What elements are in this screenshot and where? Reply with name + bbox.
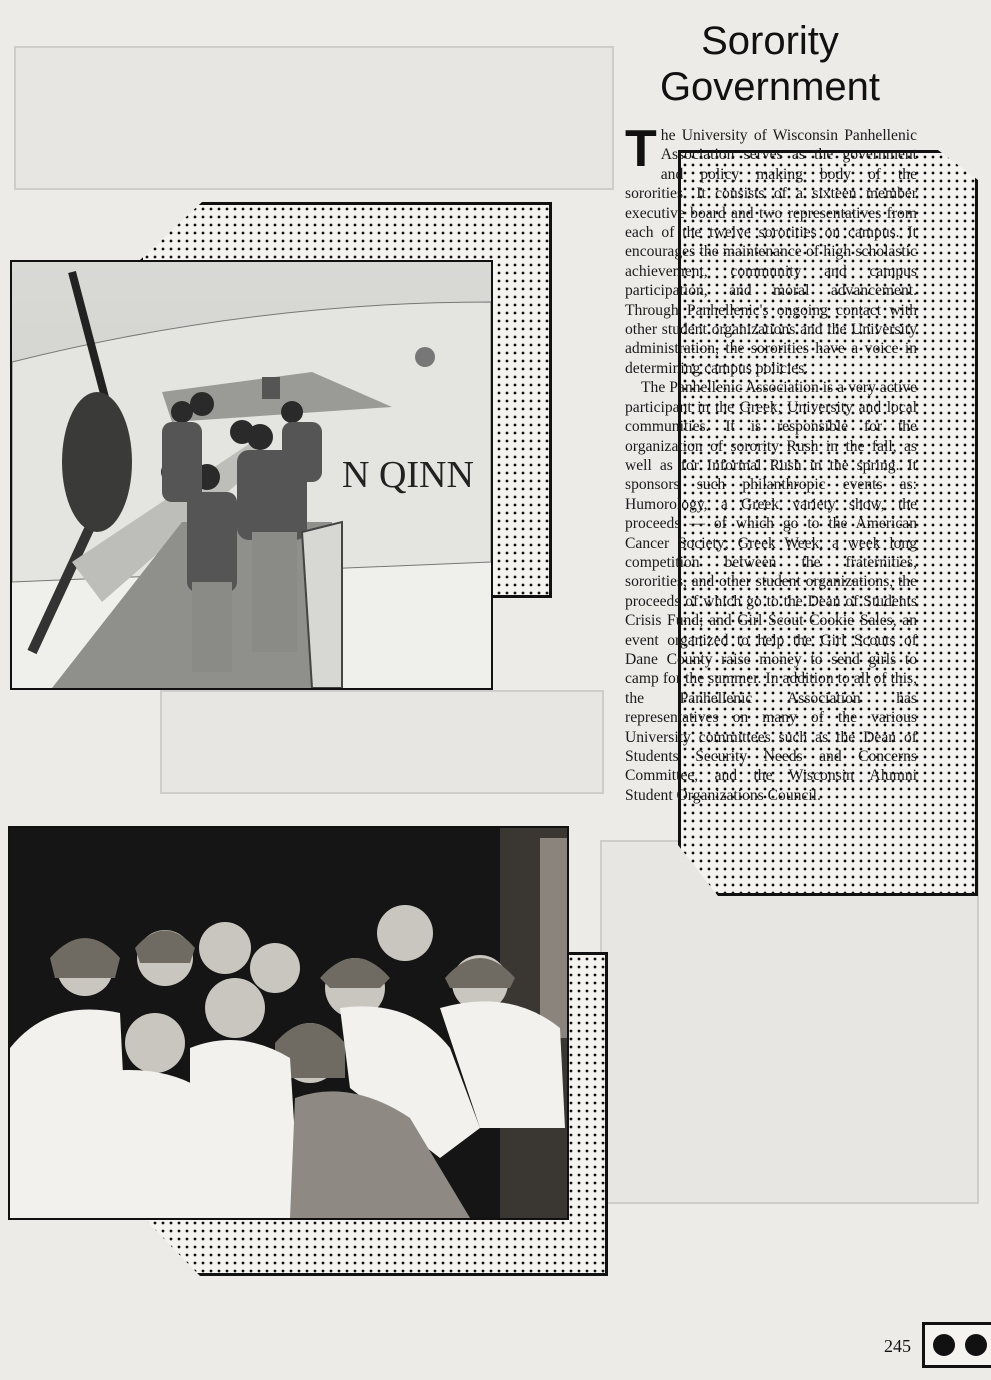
page-number: 245 — [884, 1336, 911, 1356]
page-title-line1: Sorority — [701, 19, 839, 63]
article-paragraph-1-text: he University of Wisconsin Panhellenic Association serves as the government and policy making body of the sororities. It consists of a sixteen member executive board and two representatives from each of the twelve sororities on campus. It encourages the maintenance of high scholastic achievement, community and campus participation, and moral advancement. Through Panhellenic's ongoing contact with other student organizations and the University administration, the sororities have a voice in determining campus policies. — [625, 127, 917, 377]
dot-icon — [965, 1334, 987, 1356]
article-paragraph-1 — [625, 120, 917, 378]
fuselage-text: N QINN — [342, 454, 474, 496]
dot-icon — [933, 1334, 955, 1356]
show-through-box-top — [14, 46, 614, 190]
photo-airplane-group — [10, 260, 493, 690]
article-body — [625, 120, 917, 805]
drop-cap: T — [625, 120, 657, 178]
page-tab-marker — [922, 1322, 991, 1368]
article-paragraph-2: The Panhellenic Association is a very active participant in the Greek, University and local communities. It is responsible for the organization of sorority Rush in the fall, as well as for Informal Rush in the spring. It sponsors such philanthropic events as: Humorology, a Greek variety show, the proceeds — of which go to the American Cancer Society; Greek Week, a week long competition between the fraternities, sororities, and other student organizations, the proceeds of which go to the Dean of Students Crisis Fund; and Girl Scout Cookie Sales, an event organized to help the Girl Scouts of Dane County raise money to send girls to camp for the summer. In addition to all of this, the Panhellenic Association has representatives on many of the various University committees such as the Dean of Students Security Needs and Concerns Committee, and the Wisconsin Alumni Student Organizations Council. — [625, 379, 917, 804]
show-through-box-mid — [160, 690, 604, 794]
photo-group-indoors — [8, 826, 569, 1220]
page-title-line2: Government — [659, 65, 881, 109]
photo-airplane-image — [12, 262, 491, 688]
page-title — [625, 18, 915, 110]
photo-group-image — [10, 828, 567, 1218]
